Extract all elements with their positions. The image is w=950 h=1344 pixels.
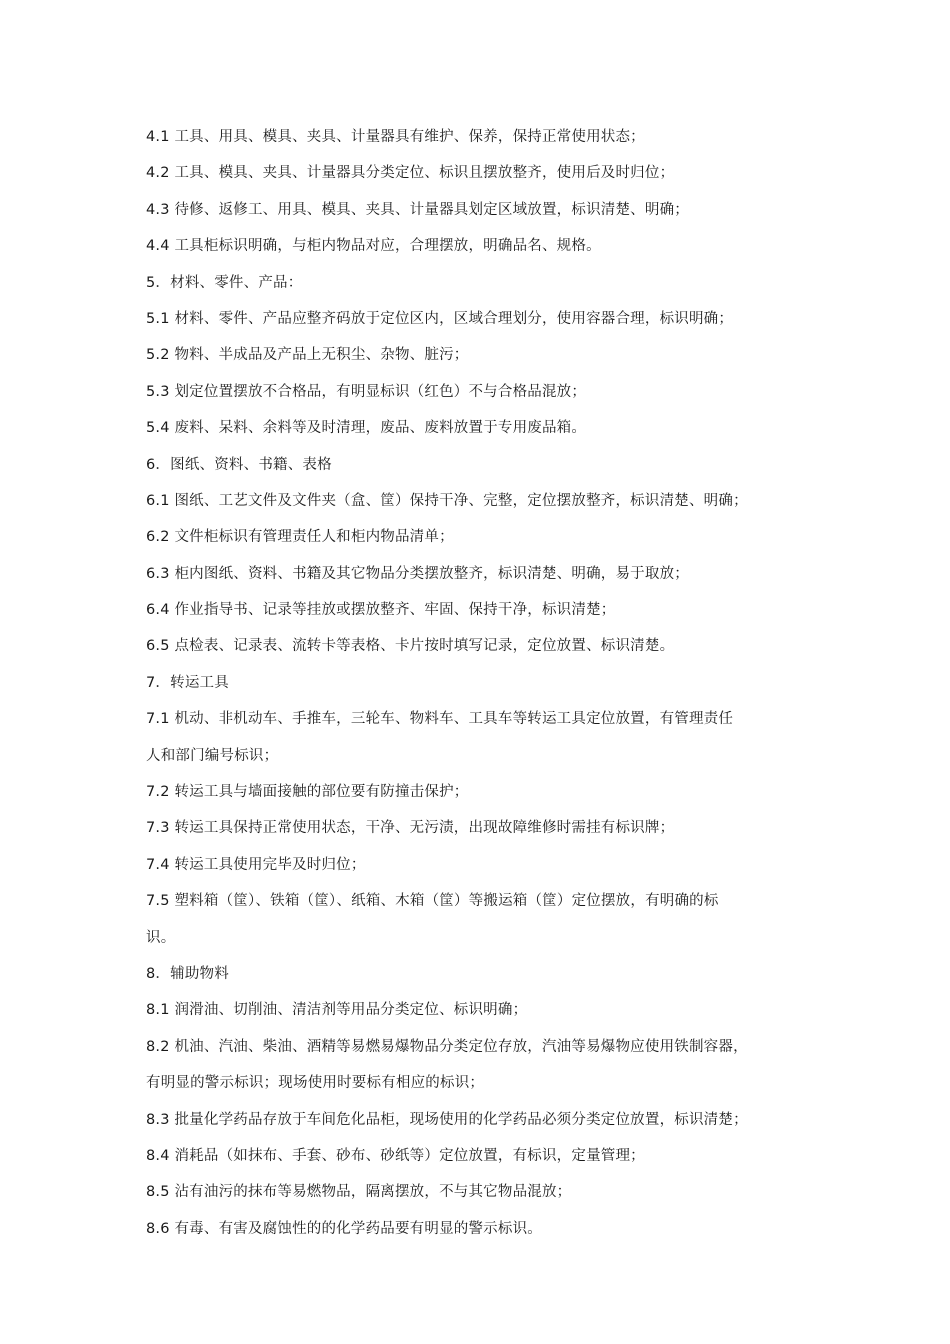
item-8-3: 8.3 批量化学药品存放于车间危化品柜，现场使用的化学药品必须分类定位放置，标识清楚； bbox=[146, 1111, 748, 1128]
item-8-5: 8.5 沾有油污的抹布等易燃物品，隔离摆放，不与其它物品混放； bbox=[146, 1184, 572, 1201]
item-7-5-line-2: 识。 bbox=[146, 929, 176, 946]
item-4-1: 4.1 工具、用具、模具、夹具、计量器具有维护、保养，保持正常使用状态； bbox=[146, 129, 645, 145]
section-5-heading: 5．材料、零件、产品： bbox=[146, 274, 303, 291]
item-6-1: 6.1 图纸、工艺文件及文件夹（盒、筐）保持干净、完整，定位摆放整齐，标识清楚、明确； bbox=[146, 492, 748, 509]
item-7-2: 7.2 转运工具与墙面接触的部位要有防撞击保护； bbox=[146, 784, 469, 801]
item-5-4: 5.4 废料、呆料、余料等及时清理，废品、废料放置于专用废品箱。 bbox=[146, 420, 587, 437]
item-8-1: 8.1 润滑油、切削油、清洁剂等用品分类定位、标识明确； bbox=[146, 1002, 528, 1019]
item-7-4: 7.4 转运工具使用完毕及时归位； bbox=[146, 856, 366, 873]
item-4-3: 4.3 待修、返修工、用具、模具、夹具、计量器具划定区域放置，标识清楚、明确； bbox=[146, 201, 689, 218]
item-7-3: 7.3 转运工具保持正常使用状态，干净、无污渍，出现故障维修时需挂有标识牌； bbox=[146, 820, 675, 837]
item-8-2-line-1: 8.2 机油、汽油、柴油、酒精等易燃易爆物品分类定位存放，汽油等易爆物应使用铁制容器， bbox=[146, 1038, 748, 1055]
item-8-2-line-2: 有明显的警示标识；现场使用时要标有相应的标识； bbox=[146, 1075, 485, 1092]
section-6-heading: 6．图纸、资料、书籍、表格 bbox=[146, 456, 332, 473]
item-5-3: 5.3 划定位置摆放不合格品，有明显标识（红色）不与合格品混放； bbox=[146, 383, 587, 400]
item-6-4: 6.4 作业指导书、记录等挂放或摆放整齐、牢固、保持干净，标识清楚； bbox=[146, 602, 616, 619]
item-7-1-line-1: 7.1 机动、非机动车、手推车，三轮车、物料车、工具车等转运工具定位放置，有管理责任 bbox=[146, 711, 734, 728]
item-5-1: 5.1 材料、零件、产品应整齐码放于定位区内，区域合理划分，使用容器合理，标识明确； bbox=[146, 310, 734, 327]
item-4-4: 4.4 工具柜标识明确，与柜内物品对应，合理摆放，明确品名、规格。 bbox=[146, 238, 601, 255]
item-5-2: 5.2 物料、半成品及产品上无积尘、杂物、脏污； bbox=[146, 347, 469, 364]
item-6-2: 6.2 文件柜标识有管理责任人和柜内物品清单； bbox=[146, 529, 454, 546]
item-7-5-line-1: 7.5 塑料箱（筐）、铁箱（筐）、纸箱、木箱（筐）等搬运箱（筐）定位摆放，有明确的标 bbox=[146, 893, 719, 910]
item-6-5: 6.5 点检表、记录表、流转卡等表格、卡片按时填写记录，定位放置、标识清楚。 bbox=[146, 638, 675, 655]
section-7-heading: 7．转运工具 bbox=[146, 674, 229, 691]
item-6-3: 6.3 柜内图纸、资料、书籍及其它物品分类摆放整齐，标识清楚、明确，易于取放； bbox=[146, 565, 689, 582]
item-4-2: 4.2 工具、模具、夹具、计量器具分类定位、标识且摆放整齐，使用后及时归位； bbox=[146, 165, 675, 182]
item-8-4: 8.4 消耗品（如抹布、手套、砂布、砂纸等）定位放置，有标识，定量管理； bbox=[146, 1147, 645, 1164]
item-8-6: 8.6 有毒、有害及腐蚀性的的化学药品要有明显的警示标识。 bbox=[146, 1220, 542, 1237]
document-body bbox=[146, 124, 826, 1252]
item-7-1-line-2: 人和部门编号标识； bbox=[146, 747, 279, 764]
section-8-heading: 8．辅助物料 bbox=[146, 965, 229, 982]
